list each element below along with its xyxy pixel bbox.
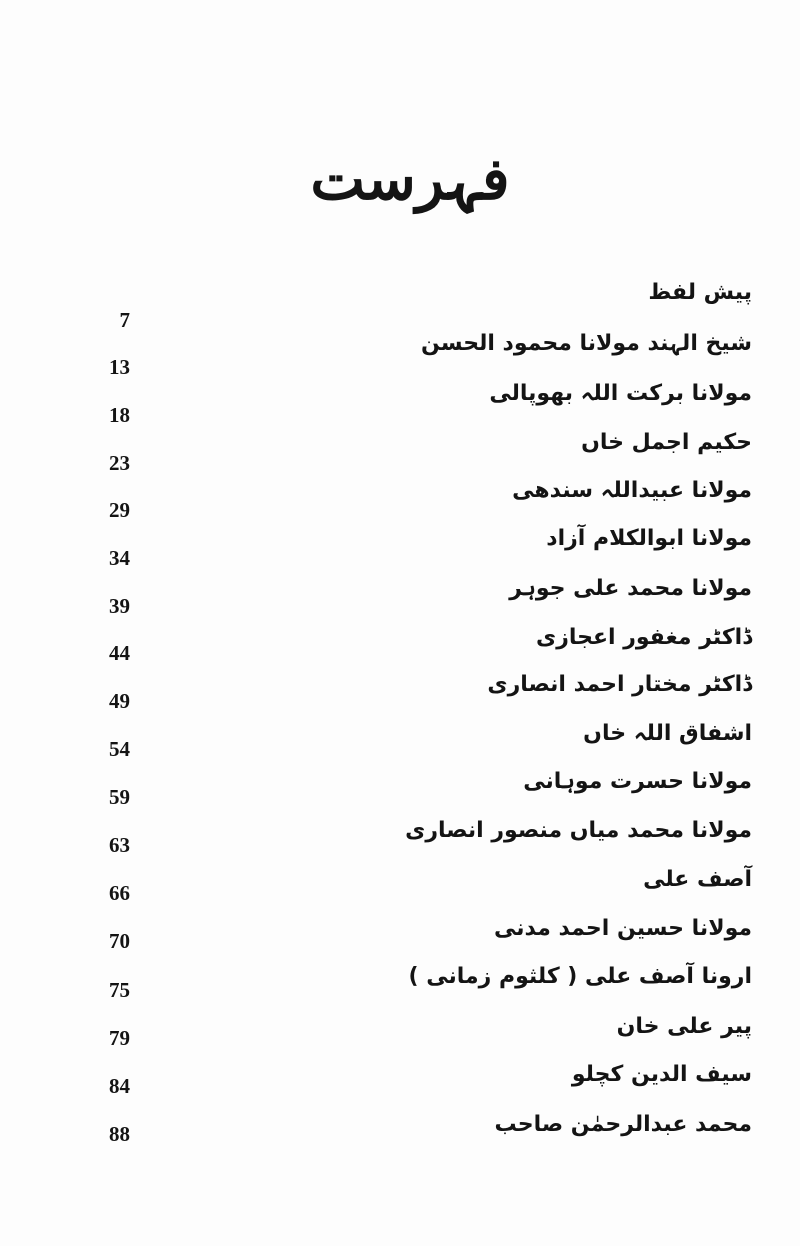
toc-entry-title[interactable]: محمد عبدالرحمٰن صاحب	[494, 1112, 752, 1137]
toc-entry-title[interactable]: حکیم اجمل خاں	[581, 430, 752, 455]
toc-entry-title[interactable]: مولانا برکت اللہ بھوپالی	[489, 381, 752, 406]
toc-page-number: 18	[109, 403, 130, 427]
toc-page-number: 49	[109, 689, 130, 713]
toc-entry-title[interactable]: مولانا حسرت موہانی	[523, 769, 752, 794]
toc-entry-title[interactable]: ڈاکٹر مغفور اعجازی	[536, 625, 752, 650]
toc-page-number: 66	[109, 881, 130, 905]
toc-entry-title[interactable]: پیش لفظ	[648, 280, 752, 305]
toc-entry-title[interactable]: مولانا حسین احمد مدنی	[493, 916, 752, 941]
toc-entry-title[interactable]: شیخ الہند مولانا محمود الحسن	[421, 331, 752, 356]
toc-page-number: 44	[109, 641, 130, 665]
toc-entry-title[interactable]: سیف الدین کچلو	[571, 1062, 752, 1087]
toc-page-number: 34	[109, 546, 130, 570]
toc-page-number: 59	[109, 785, 130, 809]
toc-entry-title[interactable]: مولانا محمد علی جوہر	[509, 576, 752, 601]
page-title: فہرست	[310, 145, 510, 213]
toc-page-number: 75	[109, 978, 130, 1002]
toc-entry-title[interactable]: آصف علی	[643, 867, 752, 892]
toc-page-number: 84	[109, 1074, 130, 1098]
toc-page-number: 88	[109, 1122, 130, 1146]
toc-page-number: 23	[109, 451, 130, 475]
toc-entry-title[interactable]: اشفاق اللہ خاں	[583, 721, 752, 746]
toc-page-number: 29	[109, 498, 130, 522]
toc-page-number: 79	[109, 1026, 130, 1050]
toc-page-number: 63	[109, 833, 130, 857]
toc-entry-title[interactable]: مولانا محمد میاں منصور انصاری	[405, 818, 752, 843]
toc-entry-title[interactable]: پیر علی خان	[616, 1014, 752, 1039]
toc-entry-title[interactable]: مولانا ابوالکلام آزاد	[546, 526, 752, 551]
toc-page-number: 13	[109, 355, 130, 379]
toc-entry-title[interactable]: ڈاکٹر مختار احمد انصاری	[487, 672, 752, 697]
toc-page-number: 70	[109, 929, 130, 953]
toc-page-number: 39	[109, 594, 130, 618]
toc-page-number: 7	[119, 308, 130, 332]
toc-entry-title[interactable]: ارونا آصف علی ( کلثوم زمانی )	[408, 964, 752, 989]
toc-page-number: 54	[109, 737, 130, 761]
toc-entry-title[interactable]: مولانا عبیداللہ سندھی	[512, 478, 752, 503]
